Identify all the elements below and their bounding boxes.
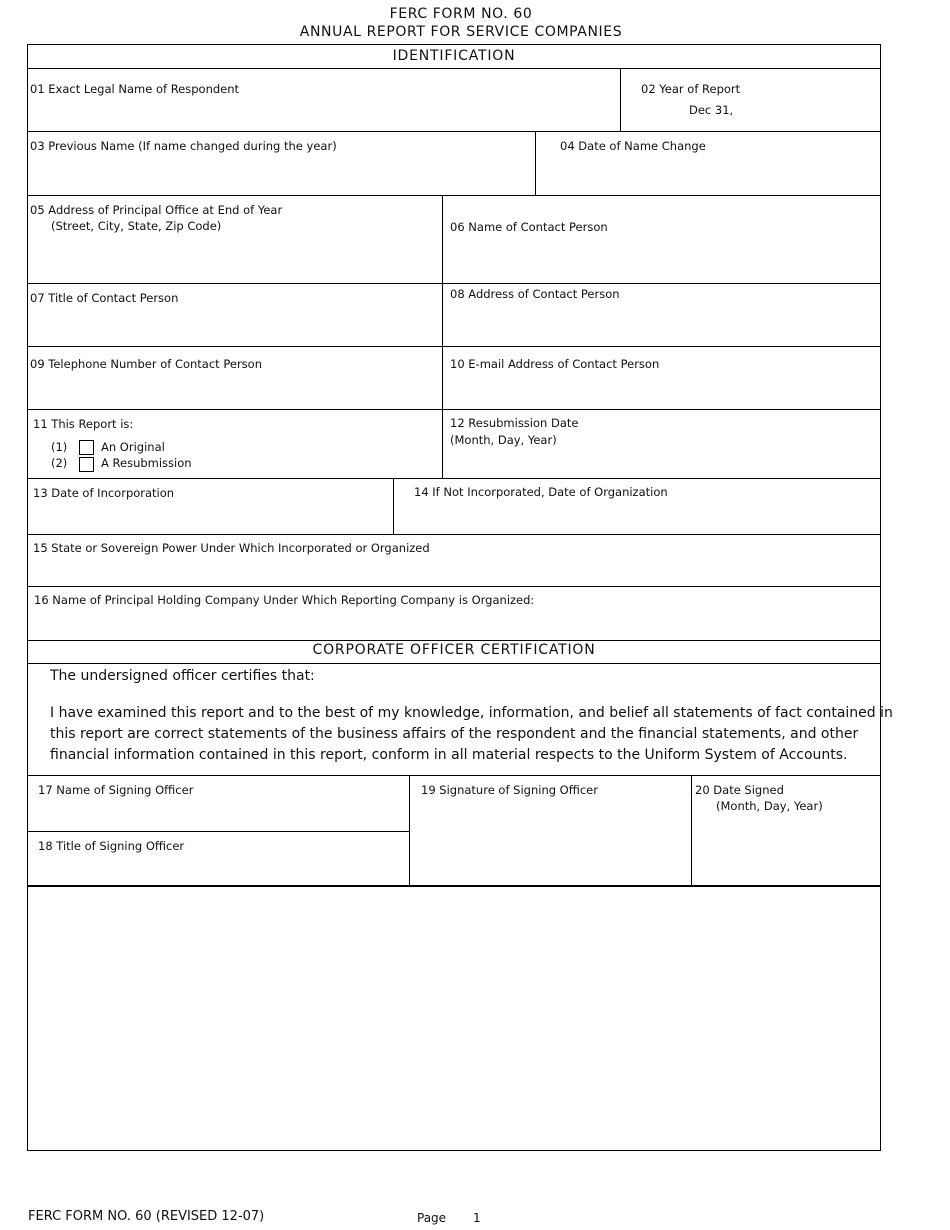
field-01-input[interactable]	[30, 98, 616, 128]
field-07-input[interactable]	[30, 308, 438, 343]
field-03-label: 03 Previous Name (If name changed during the year)	[30, 139, 337, 153]
field-13-label: 13 Date of Incorporation	[33, 486, 175, 500]
signature-area[interactable]	[413, 800, 688, 882]
original-checkbox[interactable]	[79, 440, 94, 455]
resubmission-checkbox[interactable]	[79, 457, 94, 472]
footer-page-label: Page	[417, 1211, 447, 1225]
divider	[535, 131, 536, 195]
divider	[28, 195, 880, 196]
option-1-number: (1)	[51, 440, 68, 454]
section-certification: CORPORATE OFFICER CERTIFICATION	[312, 642, 596, 658]
form-number: FERC FORM NO. 60	[389, 6, 533, 22]
field-12-sublabel: (Month, Day, Year)	[450, 433, 557, 447]
field-18-label: 18 Title of Signing Officer	[38, 839, 185, 853]
divider	[28, 775, 881, 776]
field-16-label: 16 Name of Principal Holding Company Under Which Reporting Company is Organized:	[34, 593, 535, 607]
option-1-label: An Original	[101, 440, 165, 454]
field-02-input[interactable]	[735, 98, 875, 126]
field-15-label: 15 State or Sovereign Power Under Which Incorporated or Organized	[33, 541, 430, 555]
field-14-label: 14 If Not Incorporated, Date of Organization	[414, 485, 668, 499]
divider	[393, 478, 394, 534]
field-02-value: Dec 31,	[689, 103, 734, 117]
divider-thick	[28, 885, 880, 887]
field-04-input[interactable]	[540, 156, 876, 192]
divider	[28, 640, 880, 641]
form-title: ANNUAL REPORT FOR SERVICE COMPANIES	[299, 24, 623, 40]
divider	[620, 68, 621, 131]
field-03-input[interactable]	[30, 156, 530, 192]
divider	[28, 68, 880, 69]
field-20-input[interactable]	[695, 816, 876, 882]
field-01-label: 01 Exact Legal Name of Respondent	[30, 82, 240, 96]
certification-line-3: financial information contained in this report, conform in all material respects to the Uniform System of Accounts.	[50, 747, 848, 763]
field-19-label: 19 Signature of Signing Officer	[421, 783, 598, 797]
footer-form-revised: FERC FORM NO. 60 (REVISED 12-07)	[28, 1209, 265, 1224]
field-06-label: 06 Name of Contact Person	[450, 220, 608, 234]
field-10-label: 10 E-mail Address of Contact Person	[450, 357, 660, 371]
divider	[28, 346, 880, 347]
field-05-input[interactable]	[30, 236, 438, 280]
divider	[691, 775, 692, 885]
field-12-label: 12 Resubmission Date	[450, 416, 579, 430]
field-14-input[interactable]	[397, 503, 876, 531]
field-08-label: 08 Address of Contact Person	[450, 287, 620, 301]
field-12-input[interactable]	[446, 450, 876, 476]
divider	[28, 586, 880, 587]
field-10-input[interactable]	[446, 374, 876, 406]
certification-line-1: I have examined this report and to the best of my knowledge, information, and belief all statements of fact contained in	[50, 705, 893, 721]
field-05-label: 05 Address of Principal Office at End of Year	[30, 203, 283, 217]
divider	[28, 478, 880, 479]
divider	[28, 409, 880, 410]
divider	[28, 831, 410, 832]
field-02-label: 02 Year of Report	[641, 82, 741, 96]
field-17-label: 17 Name of Signing Officer	[38, 783, 194, 797]
field-05-sublabel: (Street, City, State, Zip Code)	[51, 219, 222, 233]
field-09-input[interactable]	[30, 374, 438, 406]
field-06-input[interactable]	[446, 238, 876, 280]
certification-intro: The undersigned officer certifies that:	[50, 668, 315, 684]
field-11-label: 11 This Report is:	[33, 417, 134, 431]
field-20-sublabel: (Month, Day, Year)	[716, 799, 823, 813]
divider	[442, 195, 443, 478]
blank-area	[30, 890, 876, 1146]
field-17-input[interactable]	[30, 800, 406, 828]
option-2-label: A Resubmission	[101, 456, 192, 470]
footer-page-number: 1	[473, 1211, 481, 1225]
section-identification: IDENTIFICATION	[392, 48, 516, 64]
divider	[28, 534, 880, 535]
field-20-label: 20 Date Signed	[695, 783, 784, 797]
divider	[409, 775, 410, 885]
field-07-label: 07 Title of Contact Person	[30, 291, 179, 305]
field-18-input[interactable]	[30, 856, 406, 883]
divider	[28, 663, 880, 664]
divider	[28, 283, 880, 284]
option-2-number: (2)	[51, 456, 68, 470]
field-15-input[interactable]	[30, 558, 876, 583]
field-16-input[interactable]	[30, 610, 876, 637]
field-09-label: 09 Telephone Number of Contact Person	[30, 357, 262, 371]
field-08-input[interactable]	[446, 304, 876, 343]
certification-line-2: this report are correct statements of the business affairs of the respondent and the financial statements, and other	[50, 726, 859, 742]
divider	[28, 131, 880, 132]
field-04-label: 04 Date of Name Change	[560, 139, 706, 153]
field-13-input[interactable]	[30, 503, 390, 531]
